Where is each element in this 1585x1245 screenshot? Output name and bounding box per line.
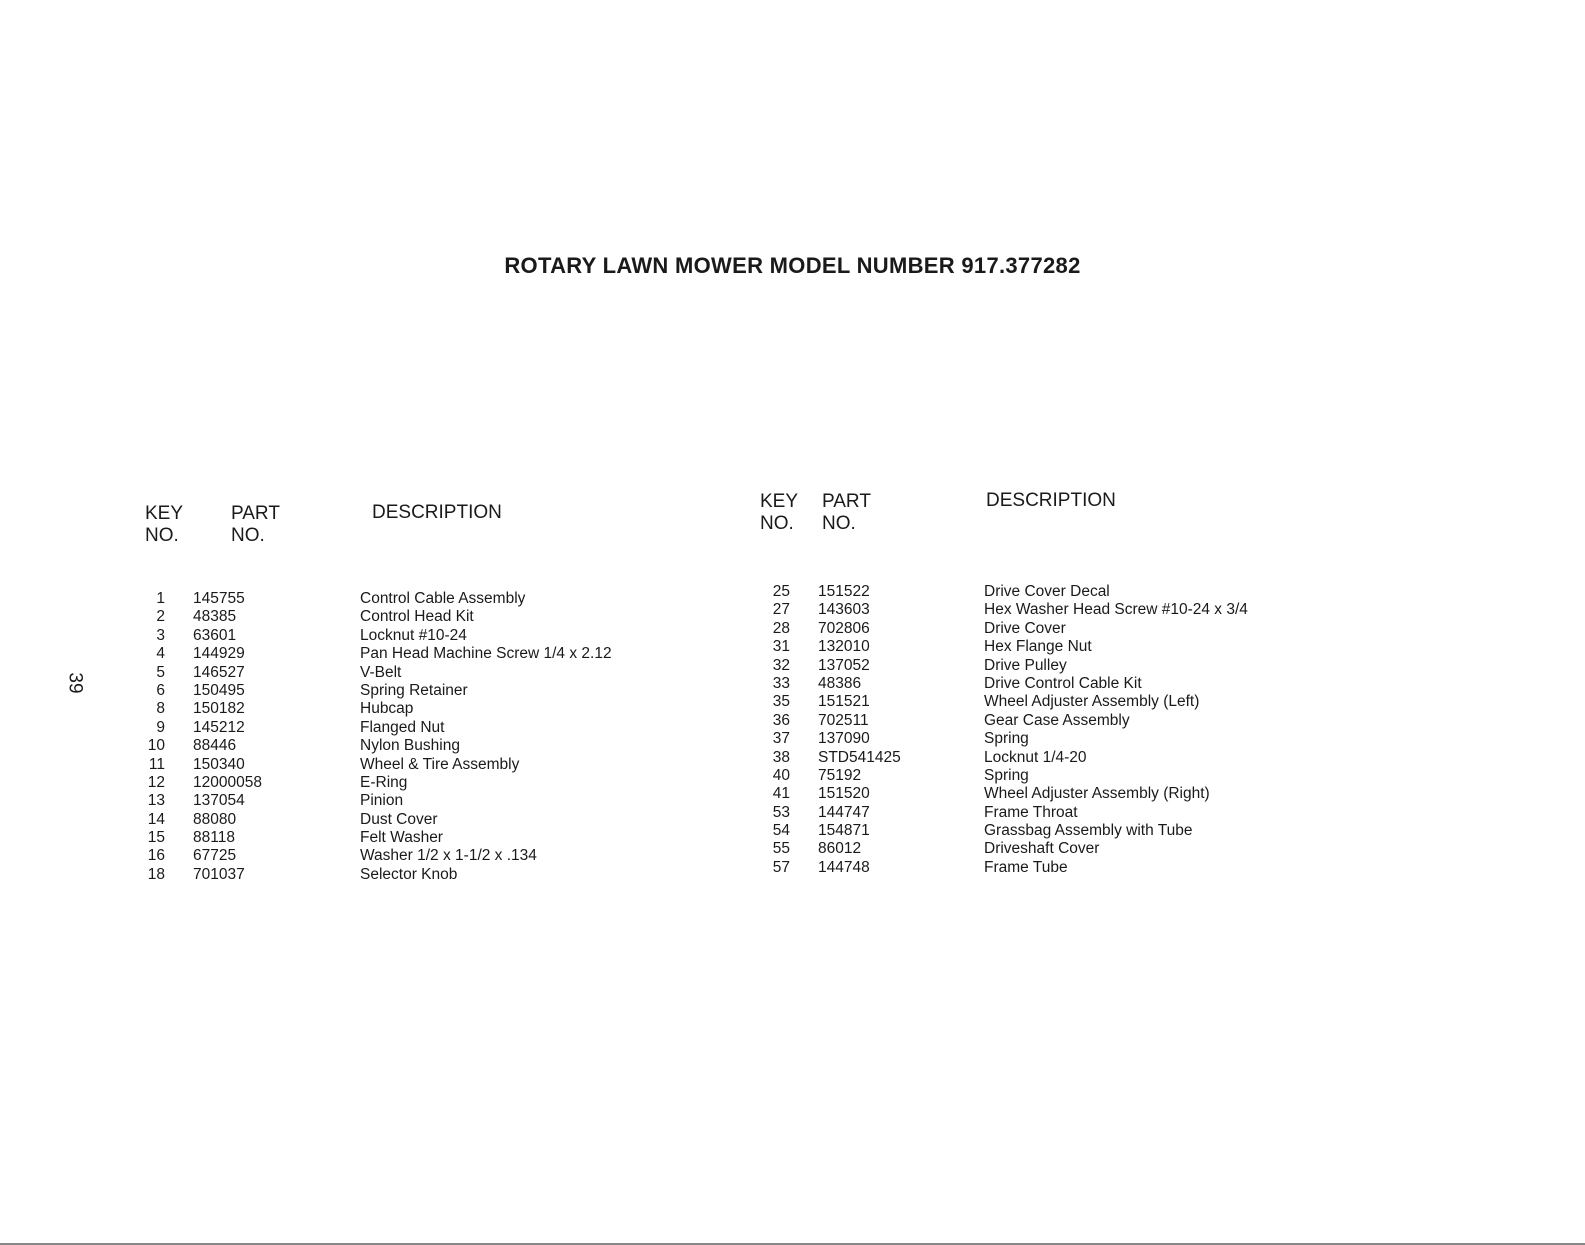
part-description: Hubcap bbox=[360, 700, 414, 718]
table-row bbox=[760, 675, 1248, 693]
key-number: 25 bbox=[772, 583, 790, 600]
part-number: 137090 bbox=[818, 730, 870, 748]
key-number: 16 bbox=[147, 847, 165, 865]
key-number: 8 bbox=[156, 700, 165, 718]
part-number: 144748 bbox=[818, 858, 870, 876]
right-key-header-line1: KEY bbox=[760, 491, 799, 512]
part-number: 88446 bbox=[193, 737, 237, 755]
key-number: 13 bbox=[147, 792, 165, 810]
left-part-header bbox=[231, 503, 280, 547]
table-row bbox=[140, 608, 612, 626]
key-number: 14 bbox=[147, 810, 165, 828]
table-row bbox=[140, 774, 612, 792]
table-row bbox=[760, 767, 1248, 785]
table-row bbox=[140, 866, 612, 884]
right-parts-table bbox=[760, 583, 1248, 877]
part-description: Felt Washer bbox=[360, 829, 443, 847]
key-number: 9 bbox=[156, 718, 165, 736]
part-number: 132010 bbox=[818, 638, 870, 656]
part-number: 144747 bbox=[818, 803, 870, 821]
table-row bbox=[140, 811, 612, 829]
table-row bbox=[760, 840, 1248, 858]
part-number: 63601 bbox=[193, 626, 237, 644]
part-description: Hex Washer Head Screw #10-24 x 3/4 bbox=[984, 601, 1248, 619]
part-number: 146527 bbox=[193, 663, 245, 681]
key-number: 28 bbox=[772, 619, 790, 637]
table-row bbox=[760, 822, 1248, 840]
key-number: 37 bbox=[772, 730, 790, 748]
table-row bbox=[140, 792, 612, 810]
page-title: ROTARY LAWN MOWER MODEL NUMBER 917.377282 bbox=[504, 253, 1081, 278]
key-number: 15 bbox=[147, 829, 165, 847]
part-description: Frame Tube bbox=[984, 858, 1068, 876]
part-description: Drive Cover bbox=[984, 619, 1066, 637]
part-description: Spring Retainer bbox=[360, 681, 468, 699]
table-row bbox=[760, 712, 1248, 730]
part-number: 67725 bbox=[193, 847, 237, 865]
part-description: Control Cable Assembly bbox=[360, 590, 526, 607]
part-description: Locknut #10-24 bbox=[360, 626, 467, 644]
right-key-header bbox=[760, 491, 798, 535]
table-row bbox=[140, 847, 612, 865]
table-row bbox=[140, 627, 612, 645]
table-row bbox=[760, 693, 1248, 711]
key-number: 31 bbox=[772, 638, 790, 656]
part-number: 12000058 bbox=[193, 773, 262, 791]
table-row bbox=[760, 804, 1248, 822]
key-number: 36 bbox=[772, 711, 790, 729]
key-number: 40 bbox=[772, 766, 790, 784]
part-number: 48385 bbox=[193, 608, 237, 626]
table-row bbox=[760, 859, 1248, 877]
table-row bbox=[140, 645, 612, 663]
key-number: 4 bbox=[156, 645, 165, 663]
part-number: 154871 bbox=[818, 822, 870, 840]
part-number: 143603 bbox=[818, 601, 870, 619]
part-description: Wheel & Tire Assembly bbox=[360, 755, 520, 773]
part-number: STD541425 bbox=[818, 748, 901, 766]
part-number: 150340 bbox=[193, 755, 245, 773]
key-number: 38 bbox=[772, 748, 790, 766]
table-row bbox=[140, 590, 612, 608]
part-number: 86012 bbox=[818, 840, 862, 858]
part-number: 150182 bbox=[193, 700, 245, 718]
key-number: 55 bbox=[772, 840, 790, 858]
table-row bbox=[140, 719, 612, 737]
key-number: 3 bbox=[156, 626, 165, 644]
part-number: 145212 bbox=[193, 718, 245, 736]
right-part-header-line1: PART bbox=[822, 491, 871, 512]
key-number: 27 bbox=[772, 601, 790, 619]
key-number: 32 bbox=[772, 656, 790, 674]
part-number: 150495 bbox=[193, 681, 245, 699]
key-number: 18 bbox=[147, 865, 165, 883]
part-description: Pinion bbox=[360, 792, 404, 810]
part-number: 48386 bbox=[818, 674, 862, 692]
part-description: Pan Head Machine Screw 1/4 x 2.12 bbox=[360, 645, 612, 663]
table-row bbox=[760, 620, 1248, 638]
part-description: Wheel Adjuster Assembly (Left) bbox=[984, 693, 1200, 711]
key-number: 1 bbox=[156, 590, 165, 607]
right-part-header-line2: NO. bbox=[822, 513, 856, 534]
key-number: 33 bbox=[772, 674, 790, 692]
part-description: Frame Throat bbox=[984, 803, 1078, 821]
part-description: Drive Cover Decal bbox=[984, 583, 1110, 600]
part-description: Washer 1/2 x 1-1/2 x .134 bbox=[360, 847, 537, 865]
table-row bbox=[140, 756, 612, 774]
table-row bbox=[140, 700, 612, 718]
table-row bbox=[760, 583, 1248, 601]
part-number: 137054 bbox=[193, 792, 245, 810]
part-description: Wheel Adjuster Assembly (Right) bbox=[984, 785, 1210, 803]
key-number: 53 bbox=[772, 803, 790, 821]
table-row bbox=[140, 737, 612, 755]
right-key-header-line2: NO. bbox=[760, 513, 794, 534]
key-number: 6 bbox=[156, 681, 165, 699]
key-number: 54 bbox=[772, 822, 790, 840]
key-number: 10 bbox=[147, 737, 165, 755]
part-number: 151522 bbox=[818, 583, 870, 600]
page-number: 39 bbox=[64, 672, 86, 694]
part-description: Spring bbox=[984, 766, 1029, 784]
table-row bbox=[760, 730, 1248, 748]
part-description: V-Belt bbox=[360, 663, 402, 681]
left-description-header: DESCRIPTION bbox=[372, 502, 502, 523]
part-number: 151521 bbox=[818, 693, 870, 711]
part-number: 145755 bbox=[193, 590, 245, 607]
part-description: Hex Flange Nut bbox=[984, 638, 1092, 656]
part-description: Gear Case Assembly bbox=[984, 711, 1130, 729]
part-description: E-Ring bbox=[360, 773, 408, 791]
part-number: 75192 bbox=[818, 766, 862, 784]
table-row bbox=[760, 749, 1248, 767]
part-description: Flanged Nut bbox=[360, 718, 445, 736]
key-number: 41 bbox=[772, 785, 790, 803]
left-parts-table bbox=[140, 590, 612, 884]
table-row bbox=[760, 785, 1248, 803]
key-number: 5 bbox=[156, 663, 165, 681]
part-number: 702806 bbox=[818, 619, 870, 637]
part-description: Grassbag Assembly with Tube bbox=[984, 822, 1193, 840]
key-number: 11 bbox=[148, 755, 165, 773]
part-description: Dust Cover bbox=[360, 810, 438, 828]
part-number: 701037 bbox=[193, 865, 245, 883]
table-row bbox=[760, 657, 1248, 675]
part-description: Control Head Kit bbox=[360, 608, 474, 626]
part-description: Driveshaft Cover bbox=[984, 840, 1100, 858]
part-number: 144929 bbox=[193, 645, 245, 663]
part-number: 137052 bbox=[818, 656, 870, 674]
table-row bbox=[140, 664, 612, 682]
key-number: 12 bbox=[147, 773, 165, 791]
part-description: Drive Control Cable Kit bbox=[984, 674, 1142, 692]
table-row bbox=[760, 601, 1248, 619]
part-number: 151520 bbox=[818, 785, 870, 803]
part-number: 702511 bbox=[818, 711, 869, 729]
left-key-header-line1: KEY bbox=[145, 503, 184, 524]
right-part-header bbox=[822, 491, 871, 535]
part-description: Selector Knob bbox=[360, 865, 458, 883]
part-description: Spring bbox=[984, 730, 1029, 748]
table-row bbox=[760, 638, 1248, 656]
key-number: 57 bbox=[772, 858, 790, 876]
part-description: Drive Pulley bbox=[984, 656, 1067, 674]
part-number: 88080 bbox=[193, 810, 237, 828]
left-key-header bbox=[145, 503, 183, 547]
key-number: 35 bbox=[772, 693, 790, 711]
left-part-header-line2: NO. bbox=[231, 525, 265, 546]
left-key-header-line2: NO. bbox=[145, 525, 179, 546]
key-number: 2 bbox=[156, 608, 165, 626]
part-number: 88118 bbox=[193, 829, 235, 847]
part-description: Nylon Bushing bbox=[360, 737, 460, 755]
table-row bbox=[140, 829, 612, 847]
table-row bbox=[140, 682, 612, 700]
right-description-header: DESCRIPTION bbox=[986, 490, 1116, 511]
left-part-header-line1: PART bbox=[231, 503, 280, 524]
part-description: Locknut 1/4-20 bbox=[984, 748, 1087, 766]
